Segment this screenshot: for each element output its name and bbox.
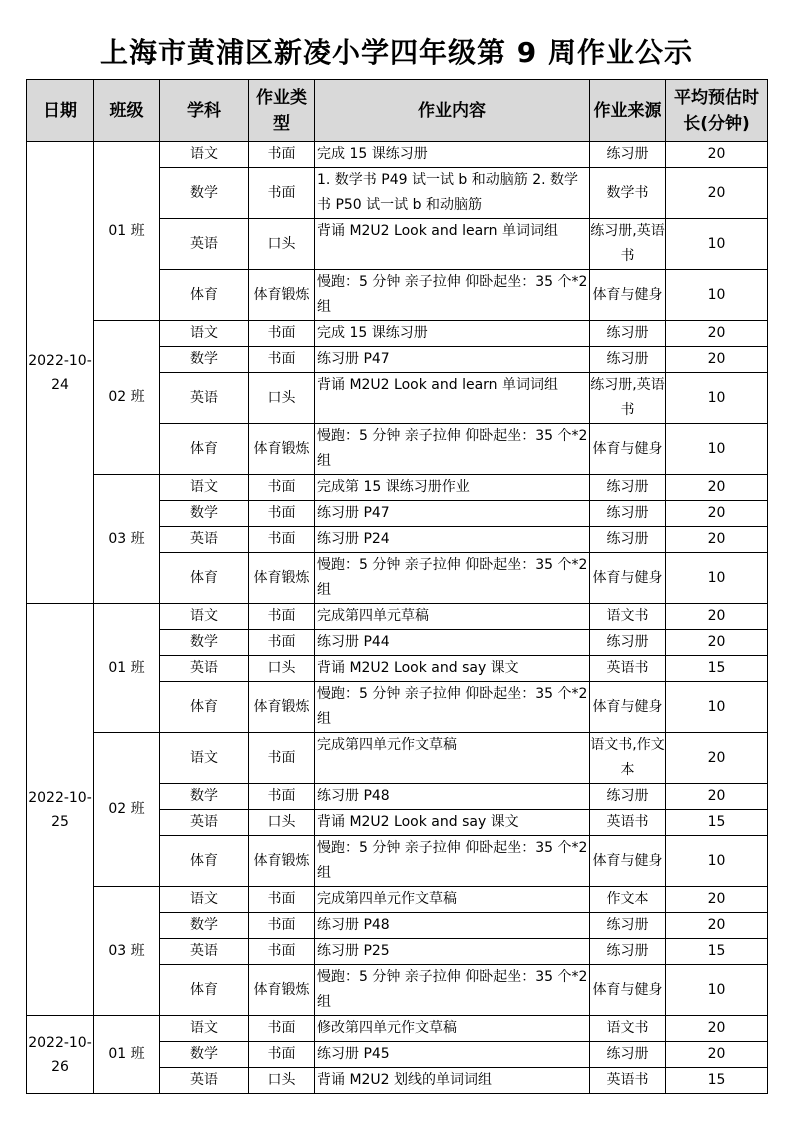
subject-cell: 体育 [160, 424, 249, 475]
content-cell: 练习册 P25 [315, 939, 590, 965]
header-subject: 学科 [160, 80, 249, 142]
content-cell: 练习册 P45 [315, 1042, 590, 1068]
subject-cell: 英语 [160, 527, 249, 553]
source-cell: 练习册 [590, 321, 666, 347]
type-cell: 书面 [249, 475, 315, 501]
source-cell: 体育与健身 [590, 270, 666, 321]
content-cell: 完成第 15 课练习册作业 [315, 475, 590, 501]
subject-cell: 数学 [160, 1042, 249, 1068]
subject-cell: 英语 [160, 810, 249, 836]
content-cell: 练习册 P47 [315, 347, 590, 373]
time-cell: 20 [666, 527, 768, 553]
source-cell: 体育与健身 [590, 553, 666, 604]
source-cell: 体育与健身 [590, 836, 666, 887]
source-cell: 练习册 [590, 501, 666, 527]
time-cell: 10 [666, 836, 768, 887]
content-cell: 练习册 P24 [315, 527, 590, 553]
time-cell: 20 [666, 1016, 768, 1042]
page-title: 上海市黄浦区新凌小学四年级第 9 周作业公示 [100, 36, 693, 69]
content-cell: 慢跑：5 分钟 亲子拉伸 仰卧起坐：35 个*2 组 [315, 553, 590, 604]
content-cell: 慢跑：5 分钟 亲子拉伸 仰卧起坐：35 个*2 组 [315, 836, 590, 887]
subject-cell: 数学 [160, 630, 249, 656]
type-cell: 体育锻炼 [249, 965, 315, 1016]
time-cell: 20 [666, 168, 768, 219]
time-cell: 10 [666, 219, 768, 270]
table-row [27, 142, 768, 168]
content-cell: 背诵 M2U2 划线的单词词组 [315, 1068, 590, 1094]
content-cell: 慢跑：5 分钟 亲子拉伸 仰卧起坐：35 个*2 组 [315, 270, 590, 321]
header-content: 作业内容 [315, 80, 590, 142]
source-cell: 体育与健身 [590, 682, 666, 733]
source-cell: 练习册 [590, 1042, 666, 1068]
time-cell: 20 [666, 887, 768, 913]
source-cell: 练习册 [590, 475, 666, 501]
type-cell: 书面 [249, 784, 315, 810]
table-row [27, 475, 768, 501]
type-cell: 口头 [249, 219, 315, 270]
subject-cell: 语文 [160, 887, 249, 913]
content-cell: 背诵 M2U2 Look and say 课文 [315, 810, 590, 836]
type-cell: 体育锻炼 [249, 270, 315, 321]
class-cell: 02 班 [94, 733, 160, 887]
content-cell: 练习册 P48 [315, 784, 590, 810]
subject-cell: 数学 [160, 347, 249, 373]
subject-cell: 语文 [160, 142, 249, 168]
content-cell: 完成 15 课练习册 [315, 321, 590, 347]
content-cell: 完成 15 课练习册 [315, 142, 590, 168]
time-cell: 10 [666, 553, 768, 604]
type-cell: 口头 [249, 1068, 315, 1094]
time-cell: 10 [666, 373, 768, 424]
subject-cell: 语文 [160, 604, 249, 630]
content-cell: 慢跑：5 分钟 亲子拉伸 仰卧起坐：35 个*2 组 [315, 682, 590, 733]
subject-cell: 体育 [160, 965, 249, 1016]
time-cell: 15 [666, 656, 768, 682]
date-cell: 2022-10-25 [27, 604, 94, 1016]
subject-cell: 体育 [160, 553, 249, 604]
type-cell: 体育锻炼 [249, 424, 315, 475]
time-cell: 15 [666, 810, 768, 836]
source-cell: 语文书,作文本 [590, 733, 666, 784]
source-cell: 英语书 [590, 1068, 666, 1094]
type-cell: 口头 [249, 656, 315, 682]
subject-cell: 体育 [160, 836, 249, 887]
header-type: 作业类型 [249, 80, 315, 142]
content-cell: 背诵 M2U2 Look and learn 单词词组 [315, 219, 590, 270]
content-cell: 完成第四单元作文草稿 [315, 887, 590, 913]
type-cell: 书面 [249, 939, 315, 965]
time-cell: 10 [666, 270, 768, 321]
time-cell: 10 [666, 965, 768, 1016]
source-cell: 练习册 [590, 939, 666, 965]
type-cell: 体育锻炼 [249, 836, 315, 887]
type-cell: 书面 [249, 142, 315, 168]
time-cell: 20 [666, 475, 768, 501]
source-cell: 作文本 [590, 887, 666, 913]
source-cell: 体育与健身 [590, 965, 666, 1016]
type-cell: 书面 [249, 527, 315, 553]
time-cell: 20 [666, 1042, 768, 1068]
source-cell: 练习册 [590, 784, 666, 810]
type-cell: 书面 [249, 321, 315, 347]
subject-cell: 语文 [160, 1016, 249, 1042]
class-cell: 01 班 [94, 1016, 160, 1094]
type-cell: 书面 [249, 913, 315, 939]
source-cell: 练习册 [590, 527, 666, 553]
content-cell: 练习册 P44 [315, 630, 590, 656]
subject-cell: 语文 [160, 475, 249, 501]
content-cell: 慢跑：5 分钟 亲子拉伸 仰卧起坐：35 个*2 组 [315, 965, 590, 1016]
type-cell: 书面 [249, 347, 315, 373]
subject-cell: 数学 [160, 168, 249, 219]
homework-table [26, 79, 768, 1094]
source-cell: 语文书 [590, 1016, 666, 1042]
subject-cell: 数学 [160, 913, 249, 939]
subject-cell: 体育 [160, 682, 249, 733]
header-date: 日期 [27, 80, 94, 142]
class-cell: 02 班 [94, 321, 160, 475]
header-class: 班级 [94, 80, 160, 142]
time-cell: 20 [666, 784, 768, 810]
subject-cell: 英语 [160, 656, 249, 682]
time-cell: 20 [666, 733, 768, 784]
table-row [27, 733, 768, 784]
time-cell: 15 [666, 939, 768, 965]
source-cell: 体育与健身 [590, 424, 666, 475]
class-cell: 03 班 [94, 887, 160, 1016]
source-cell: 英语书 [590, 656, 666, 682]
type-cell: 书面 [249, 168, 315, 219]
subject-cell: 英语 [160, 373, 249, 424]
time-cell: 10 [666, 424, 768, 475]
class-cell: 01 班 [94, 604, 160, 733]
header-time: 平均预估时长(分钟) [666, 80, 768, 142]
source-cell: 英语书 [590, 810, 666, 836]
source-cell: 数学书 [590, 168, 666, 219]
time-cell: 15 [666, 1068, 768, 1094]
time-cell: 20 [666, 630, 768, 656]
date-cell: 2022-10-26 [27, 1016, 94, 1094]
source-cell: 练习册 [590, 630, 666, 656]
table-row [27, 887, 768, 913]
content-cell: 修改第四单元作文草稿 [315, 1016, 590, 1042]
time-cell: 20 [666, 913, 768, 939]
class-cell: 01 班 [94, 142, 160, 321]
time-cell: 10 [666, 682, 768, 733]
class-cell: 03 班 [94, 475, 160, 604]
subject-cell: 体育 [160, 270, 249, 321]
subject-cell: 语文 [160, 321, 249, 347]
time-cell: 20 [666, 142, 768, 168]
content-cell: 完成第四单元作文草稿 [315, 733, 590, 784]
content-cell: 背诵 M2U2 Look and learn 单词词组 [315, 373, 590, 424]
source-cell: 语文书 [590, 604, 666, 630]
header-source: 作业来源 [590, 80, 666, 142]
content-cell: 练习册 P48 [315, 913, 590, 939]
type-cell: 口头 [249, 373, 315, 424]
subject-cell: 英语 [160, 219, 249, 270]
source-cell: 练习册,英语书 [590, 219, 666, 270]
source-cell: 练习册,英语书 [590, 373, 666, 424]
content-cell: 完成第四单元草稿 [315, 604, 590, 630]
date-cell: 2022-10-24 [27, 142, 94, 604]
subject-cell: 数学 [160, 784, 249, 810]
source-cell: 练习册 [590, 142, 666, 168]
content-cell: 1. 数学书 P49 试一试 b 和动脑筋 2. 数学书 P50 试一试 b 和动脑筋 [315, 168, 590, 219]
type-cell: 书面 [249, 604, 315, 630]
content-cell: 练习册 P47 [315, 501, 590, 527]
subject-cell: 语文 [160, 733, 249, 784]
type-cell: 体育锻炼 [249, 553, 315, 604]
table-row [27, 604, 768, 630]
source-cell: 练习册 [590, 347, 666, 373]
content-cell: 慢跑：5 分钟 亲子拉伸 仰卧起坐：35 个*2 组 [315, 424, 590, 475]
time-cell: 20 [666, 604, 768, 630]
source-cell: 练习册 [590, 913, 666, 939]
time-cell: 20 [666, 501, 768, 527]
type-cell: 口头 [249, 810, 315, 836]
type-cell: 书面 [249, 1042, 315, 1068]
type-cell: 书面 [249, 630, 315, 656]
subject-cell: 英语 [160, 939, 249, 965]
subject-cell: 数学 [160, 501, 249, 527]
type-cell: 书面 [249, 1016, 315, 1042]
content-cell: 背诵 M2U2 Look and say 课文 [315, 656, 590, 682]
table-body [27, 142, 768, 1094]
subject-cell: 英语 [160, 1068, 249, 1094]
type-cell: 书面 [249, 501, 315, 527]
table-row [27, 1016, 768, 1042]
table-row [27, 321, 768, 347]
type-cell: 书面 [249, 887, 315, 913]
header-row [27, 80, 768, 142]
time-cell: 20 [666, 347, 768, 373]
time-cell: 20 [666, 321, 768, 347]
type-cell: 书面 [249, 733, 315, 784]
type-cell: 体育锻炼 [249, 682, 315, 733]
